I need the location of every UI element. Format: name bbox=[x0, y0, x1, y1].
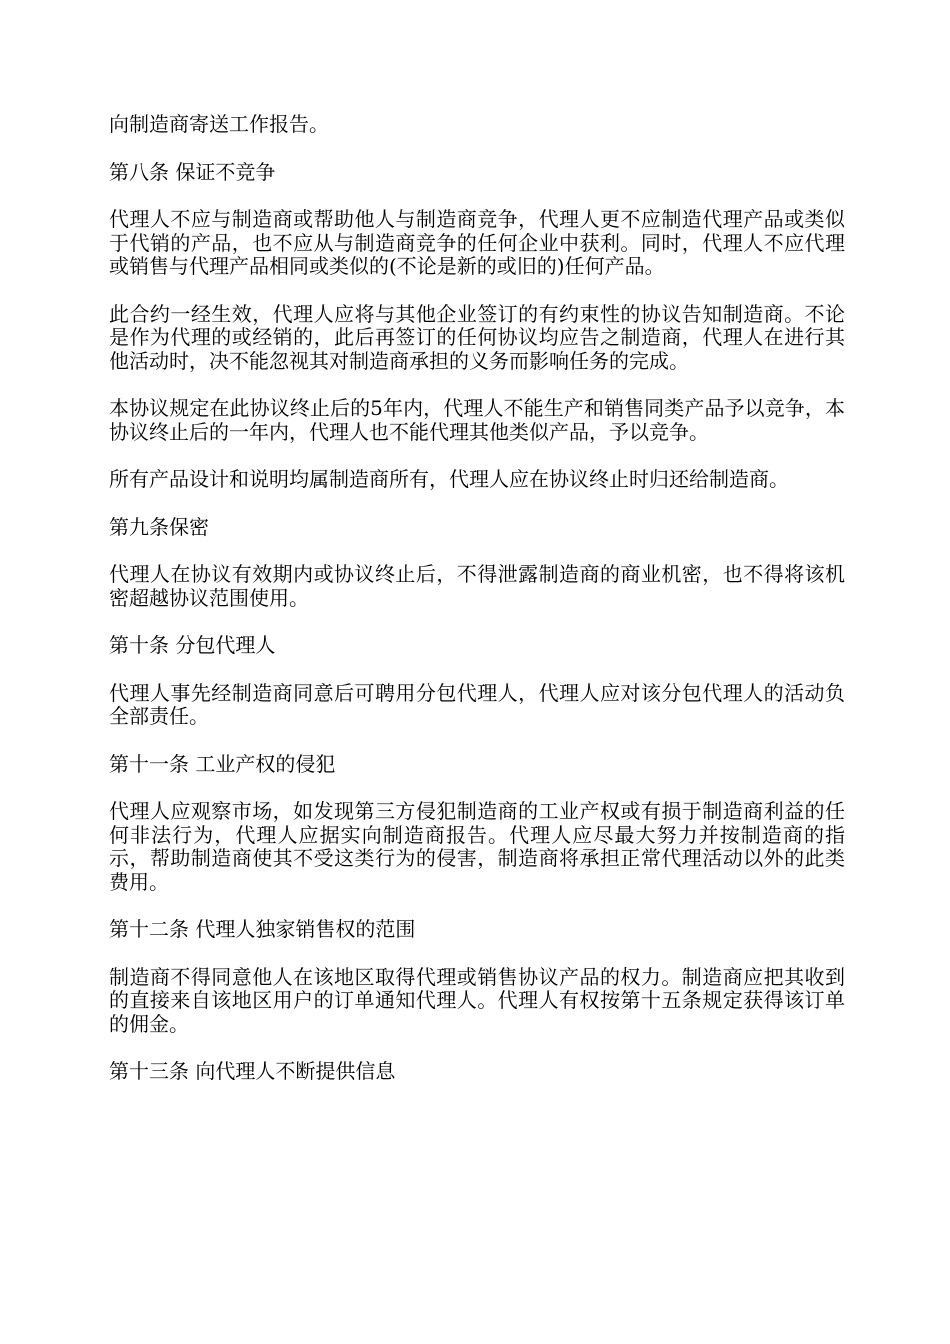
article-12-heading: 第十二条 代理人独家销售权的范围 bbox=[109, 917, 416, 941]
article-9-paragraph: 代理人在协议有效期内或协议终止后，不得泄露制造商的商业机密，也不得将该机密超越协议范围使用。 bbox=[109, 562, 845, 610]
article-8-paragraph-4: 所有产品设计和说明均属制造商所有，代理人应在协议终止时归还给制造商。 bbox=[109, 467, 789, 491]
article-11-paragraph: 代理人应观察市场，如发现第三方侵犯制造商的工业产权或有损于制造商利益的任何非法行为，代理人应据实向制造商报告。代理人应尽最大努力并按制造商的指示，帮助制造商使其不受这类行为的侵害，制造商将承担正常代理活动以外的此类费用。 bbox=[109, 799, 845, 894]
article-11-heading: 第十一条 工业产权的侵犯 bbox=[109, 751, 336, 776]
article-9-heading: 第九条保密 bbox=[109, 514, 209, 539]
article-8-paragraph-1: 代理人不应与制造商或帮助他人与制造商竞争，代理人更不应制造代理产品或类似于代销的产品，也不应从与制造商竞争的任何企业中获利。同时，代理人不应代理或销售与代理产品相同或类似的(不论是新的或旧的)任何产品。 bbox=[109, 207, 845, 278]
article-13-heading: 第十三条 向代理人不断提供信息 bbox=[109, 1059, 396, 1083]
article-8-heading: 第八条 保证不竞争 bbox=[109, 159, 276, 184]
paragraph-work-report: 向制造商寄送工作报告。 bbox=[109, 112, 329, 136]
article-8-paragraph-2: 此合约一经生效，代理人应将与其他企业签订的有约束性的协议告知制造商。不论是作为代理的或经销的，此后再签订的任何协议均应告之制造商，代理人在进行其他活动时，决不能忽视其对制造商承担的义务而影响任务的完成。 bbox=[109, 301, 845, 373]
article-8-paragraph-3: 本协议规定在此协议终止后的5年内，代理人不能生产和销售同类产品予以竞争，本协议终止后的一年内，代理人也不能代理其他类似产品，予以竞争。 bbox=[109, 396, 845, 444]
article-12-paragraph: 制造商不得同意他人在该地区取得代理或销售协议产品的权力。制造商应把其收到的直接来自该地区用户的订单通知代理人。代理人有权按第十五条规定获得该订单的佣金。 bbox=[109, 964, 845, 1036]
article-10-paragraph: 代理人事先经制造商同意后可聘用分包代理人，代理人应对该分包代理人的活动负全部责任。 bbox=[109, 680, 845, 728]
article-10-heading: 第十条 分包代理人 bbox=[109, 633, 276, 657]
document-page bbox=[109, 113, 845, 1108]
